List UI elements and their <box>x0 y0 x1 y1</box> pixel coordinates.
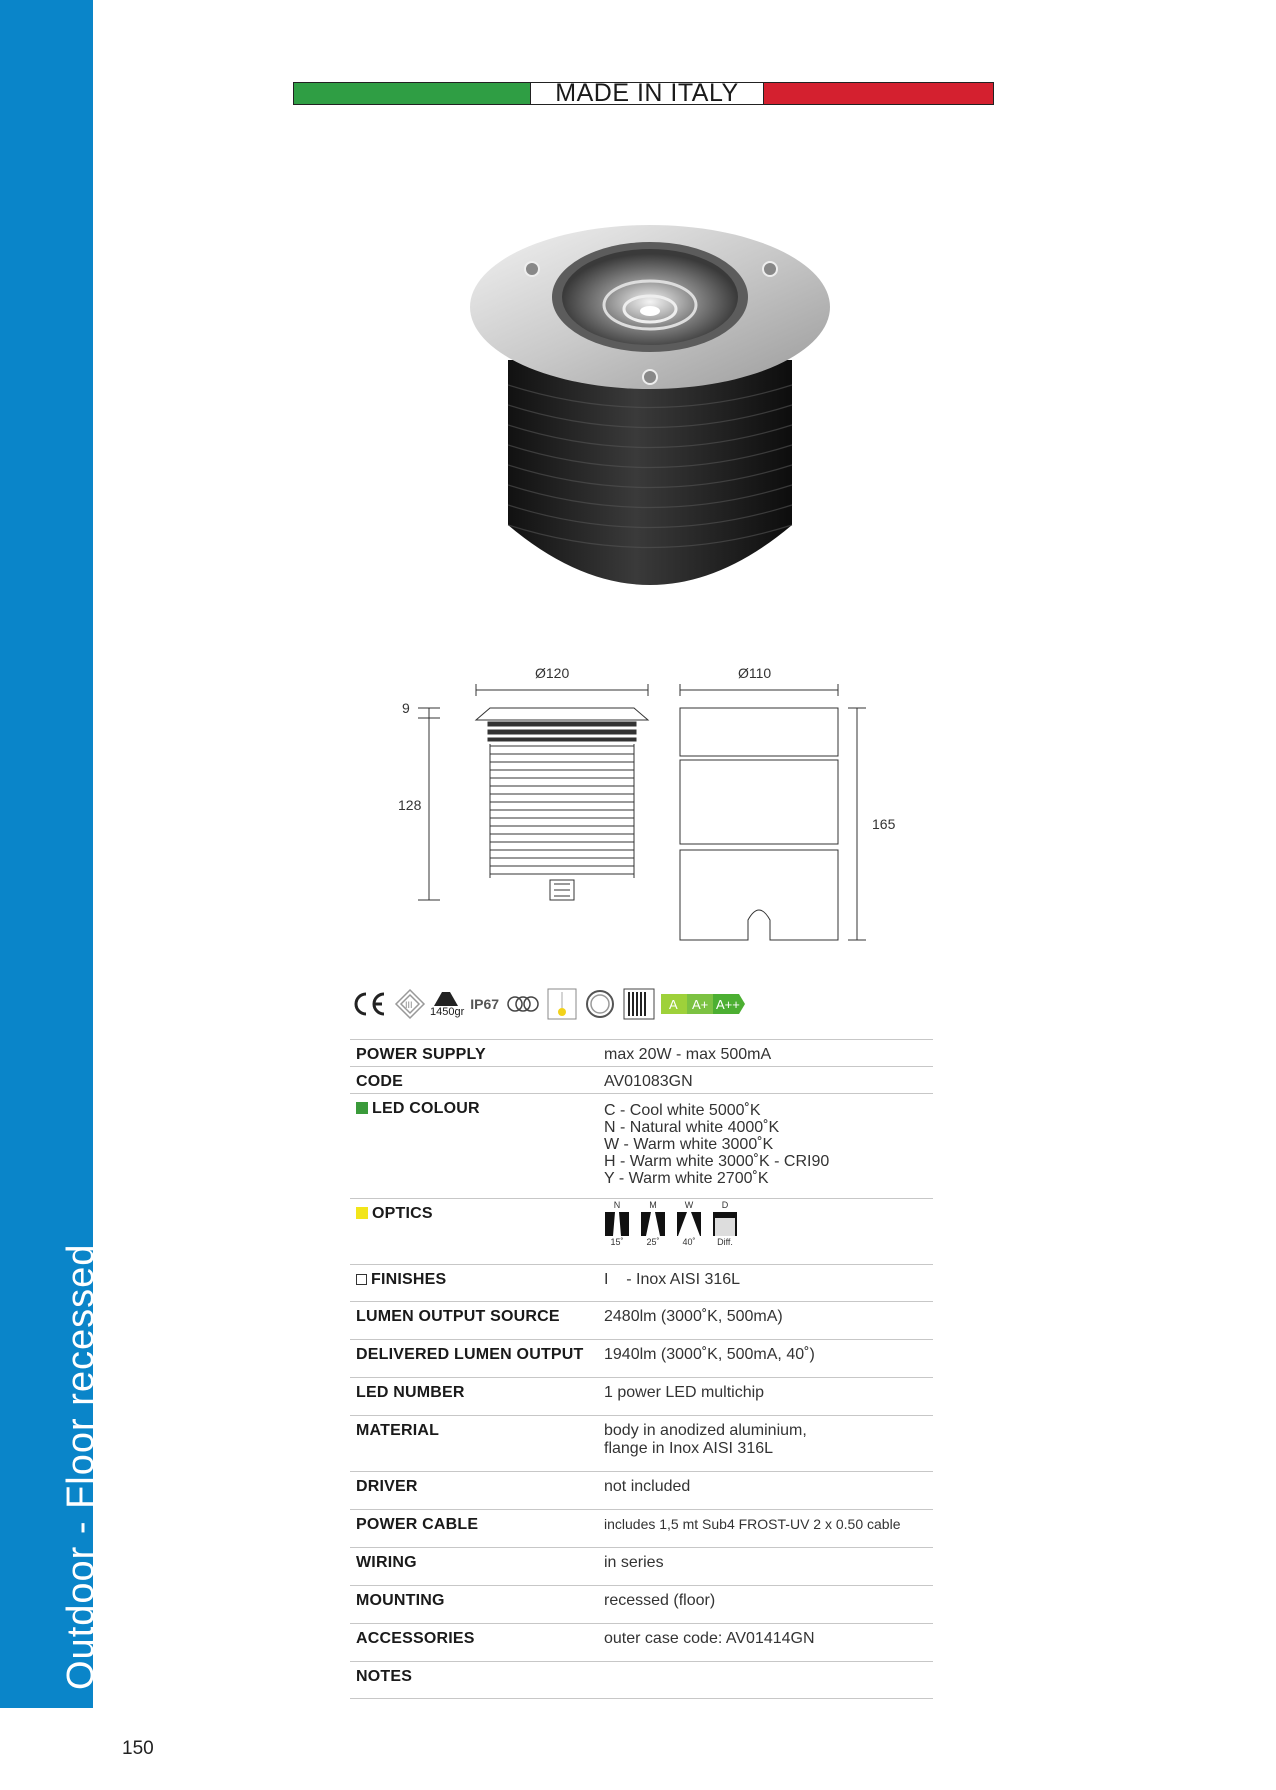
spec-label: ACCESSORIES <box>350 1624 598 1662</box>
led-colour-options <box>598 1094 933 1199</box>
spec-label: FINISHES <box>371 1271 447 1288</box>
weight-value: 1450gr <box>430 1006 465 1018</box>
cable-icon <box>583 986 617 1022</box>
led-colour-option: Y - Warm white 2700˚K <box>604 1170 769 1187</box>
energy-class-a-plus: A+ <box>692 997 709 1012</box>
optic-letter: N <box>613 1200 621 1210</box>
spec-label: DRIVER <box>350 1472 598 1510</box>
optic-letter: M <box>649 1200 657 1210</box>
technical-drawing <box>390 660 940 950</box>
spec-table <box>350 1039 933 1699</box>
spec-label: POWER SUPPLY <box>350 1040 598 1067</box>
energy-class-a-plus-plus: A++ <box>716 997 740 1012</box>
spec-value: I - Inox AISI 316L <box>598 1265 933 1302</box>
optic-narrow <box>604 1200 630 1249</box>
spec-row-notes <box>350 1662 933 1699</box>
optic-letter: W <box>684 1200 694 1210</box>
diffuse-beam-icon <box>713 1212 737 1236</box>
dimension-total-height: 165 <box>872 816 896 832</box>
optic-angle: 40˚ <box>682 1237 696 1247</box>
page-number: 150 <box>122 1738 154 1759</box>
spec-row-driver <box>350 1472 933 1510</box>
narrow-beam-icon <box>605 1212 629 1236</box>
spec-label: LED COLOUR <box>372 1100 480 1117</box>
led-colour-option: N - Natural white 4000˚K <box>604 1119 780 1136</box>
medium-beam-icon <box>641 1212 665 1236</box>
spec-value-line: body in anodized aluminium, <box>604 1422 807 1439</box>
spec-row-wiring <box>350 1548 933 1586</box>
spec-row-finishes <box>350 1265 933 1302</box>
spec-row-code <box>350 1067 933 1094</box>
spec-row-accessories <box>350 1624 933 1662</box>
made-in-italy-banner <box>293 82 994 105</box>
spec-row-delivered-lumen-output <box>350 1340 933 1378</box>
drive-over-icon <box>623 986 655 1022</box>
ip67-icon: IP67 <box>470 996 500 1012</box>
led-colour-option: C - Cool white 5000˚K <box>604 1102 761 1119</box>
spec-value: AV01083GN <box>598 1067 933 1094</box>
spec-value: outer case code: AV01414GN <box>598 1624 933 1662</box>
optic-diffuse <box>712 1200 738 1249</box>
lamp-icon <box>547 986 577 1022</box>
spec-row-power-supply <box>350 1040 933 1067</box>
class-iii-icon <box>394 986 426 1022</box>
spec-value: in series <box>598 1548 933 1586</box>
spec-row-material <box>350 1416 933 1472</box>
dimension-body-height: 128 <box>398 797 422 813</box>
spec-label: CODE <box>350 1067 598 1094</box>
flag-green-band <box>294 83 531 104</box>
optic-angle: 25˚ <box>646 1237 660 1247</box>
spec-value: includes 1,5 mt Sub4 FROST-UV 2 x 0.50 cable <box>598 1510 933 1548</box>
spec-label: MATERIAL <box>350 1416 598 1472</box>
spec-row-led-number <box>350 1378 933 1416</box>
optics-options <box>604 1200 933 1249</box>
optic-medium <box>640 1200 666 1249</box>
spec-value: max 20W - max 500mA <box>598 1040 933 1067</box>
weight-icon <box>432 986 464 1022</box>
spec-value: 1 power LED multichip <box>598 1378 933 1416</box>
dimension-flange-height: 9 <box>402 700 410 716</box>
energy-class-a: A <box>669 997 678 1012</box>
spec-value: 1940lm (3000˚K, 500mA, 40˚) <box>598 1340 933 1378</box>
led-colour-option: H - Warm white 3000˚K - CRI90 <box>604 1153 830 1170</box>
spec-label: DELIVERED LUMEN OUTPUT <box>350 1340 598 1378</box>
banner-text: MADE IN ITALY <box>531 83 764 104</box>
led-colour-marker <box>356 1102 368 1114</box>
section-sidebar <box>0 0 102 1708</box>
spec-label: POWER CABLE <box>350 1510 598 1548</box>
spec-row-lumen-output-source <box>350 1302 933 1340</box>
dimension-top-diameter: Ø120 <box>535 665 570 681</box>
svg-text:III: III <box>405 1000 413 1010</box>
energy-class-icon <box>661 986 745 1022</box>
product-photo <box>470 225 830 610</box>
flag-red-band <box>764 83 993 104</box>
spec-label: NOTES <box>350 1662 598 1699</box>
spec-label: LED NUMBER <box>350 1378 598 1416</box>
spec-value: not included <box>598 1472 933 1510</box>
optic-wide <box>676 1200 702 1249</box>
ce-mark-icon <box>352 986 388 1022</box>
fixture-body <box>508 360 792 585</box>
section-title: Outdoor - Floor recessed <box>60 1243 102 1690</box>
spec-label: LUMEN OUTPUT SOURCE <box>350 1302 598 1340</box>
spec-row-mounting <box>350 1586 933 1624</box>
optic-angle: Diff. <box>717 1237 733 1247</box>
spec-row-led-colour <box>350 1094 933 1199</box>
spec-value: 2480lm (3000˚K, 500mA) <box>598 1302 933 1340</box>
spec-row-power-cable <box>350 1510 933 1548</box>
spec-value: recessed (floor) <box>598 1586 933 1624</box>
optic-angle: 15˚ <box>610 1237 624 1247</box>
spec-value <box>598 1662 933 1699</box>
certification-icons <box>352 982 745 1026</box>
dimension-side-diameter: Ø110 <box>738 665 772 681</box>
optic-letter: D <box>721 1200 729 1210</box>
spec-value-line: flange in Inox AISI 316L <box>604 1440 774 1457</box>
optics-marker <box>356 1207 368 1219</box>
fixture-flange <box>470 225 830 389</box>
wide-beam-icon <box>677 1212 701 1236</box>
spec-label: MOUNTING <box>350 1586 598 1624</box>
finishes-marker <box>356 1274 367 1285</box>
spec-label: WIRING <box>350 1548 598 1586</box>
spec-label: OPTICS <box>372 1205 433 1222</box>
led-chain-icon <box>505 986 541 1022</box>
led-colour-option: W - Warm white 3000˚K <box>604 1136 774 1153</box>
spec-row-optics <box>350 1199 933 1265</box>
